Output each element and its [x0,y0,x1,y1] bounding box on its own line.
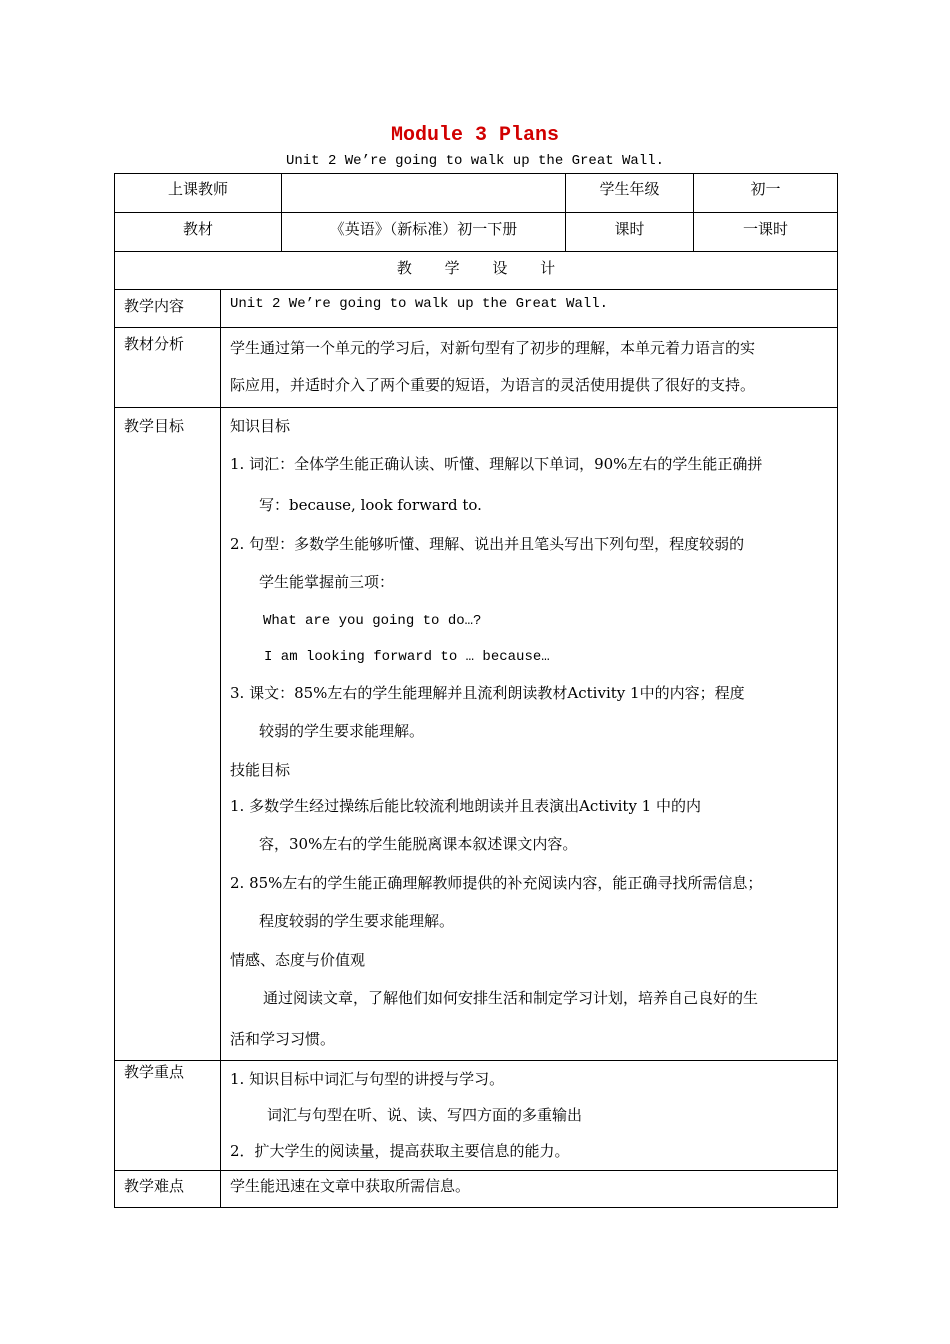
objective-line: 2. 85%左右的学生能正确理解教师提供的补充阅读内容，能正确寻找所需信息； [230,874,763,892]
knowledge-title: 知识目标 [230,417,291,435]
analysis-line: 际应用，并适时介入了两个重要的短语，为语言的灵活使用提供了很好的支持。 [230,376,756,394]
textbook-value: 《英语》（新标准）初一下册 [282,213,566,252]
page-subtitle: Unit 2 We’re going to walk up the Great Wall. [285,153,665,169]
difficulties-value: 学生能迅速在文章中获取所需信息。 [221,1171,838,1208]
skills-title: 技能目标 [230,761,291,779]
info-row-textbook [115,213,838,252]
key-point-line: 词汇与句型在听、说、读、写四方面的多重输出 [267,1106,583,1124]
key-point-line: 2．扩大学生的阅读量，提高获取主要信息的能力。 [230,1142,570,1160]
analysis-cell [221,328,838,408]
emotion-title: 情感、态度与价值观 [230,951,366,969]
teacher-label: 上课教师 [115,174,282,213]
objective-line: 2. 句型：多数学生能够听懂、理解、说出并且笔头写出下列句型，程度较弱的 [230,535,745,553]
analysis-row [115,328,838,408]
analysis-label: 教材分析 [115,328,221,408]
difficulties-label: 教学难点 [115,1171,221,1208]
key-points-row [115,1061,838,1171]
analysis-line: 学生通过第一个单元的学习后，对新句型有了初步的理解，本单元着力语言的实 [230,339,756,357]
objectives-row [115,408,838,1061]
key-point-line: 1. 知识目标中词汇与句型的讲授与学习。 [230,1070,505,1088]
content-label: 教学内容 [115,290,221,328]
content-value: Unit 2 We’re going to walk up the Great Wall. [221,290,838,328]
objective-line: What are you going to do…? [263,613,482,629]
content-row [115,290,838,328]
textbook-label: 教材 [115,213,282,252]
objective-line: 程度较弱的学生要求能理解。 [259,912,455,930]
design-heading-row [115,252,838,290]
teacher-value [282,174,566,213]
objective-line: 容，30%左右的学生能脱离课本叙述课文内容。 [259,835,578,853]
objective-line: 写：because, look forward to. [259,496,482,514]
grade-label: 学生年级 [566,174,694,213]
period-value: 一课时 [694,213,838,252]
key-points-label: 教学重点 [115,1061,221,1171]
difficulties-row [115,1171,838,1208]
design-heading [115,252,838,290]
page-title: Module 3 Plans [390,124,560,147]
objective-line: 较弱的学生要求能理解。 [259,722,425,740]
objective-line: I am looking forward to … because… [264,649,550,665]
lesson-plan-table [114,173,838,1208]
period-label: 课时 [566,213,694,252]
objectives-label: 教学目标 [115,408,221,1061]
objective-line: 活和学习习惯。 [230,1030,336,1048]
key-points-cell [221,1061,838,1171]
objective-line: 通过阅读文章，了解他们如何安排生活和制定学习计划，培养自己良好的生 [263,989,759,1007]
grade-value: 初一 [694,174,838,213]
design-heading-text: 教 学 设 计 [396,259,556,277]
info-row-teacher [115,174,838,213]
objective-line: 学生能掌握前三项： [259,573,395,591]
objective-line: 3. 课文：85%左右的学生能理解并且流利朗读教材Activity 1中的内容；程度 [230,684,745,702]
objectives-cell [221,408,838,1061]
objective-line: 1. 多数学生经过操练后能比较流利地朗读并且表演出Activity 1 中的内 [230,797,701,815]
objective-line: 1. 词汇：全体学生能正确认读、听懂、理解以下单词，90%左右的学生能正确拼 [230,455,763,473]
